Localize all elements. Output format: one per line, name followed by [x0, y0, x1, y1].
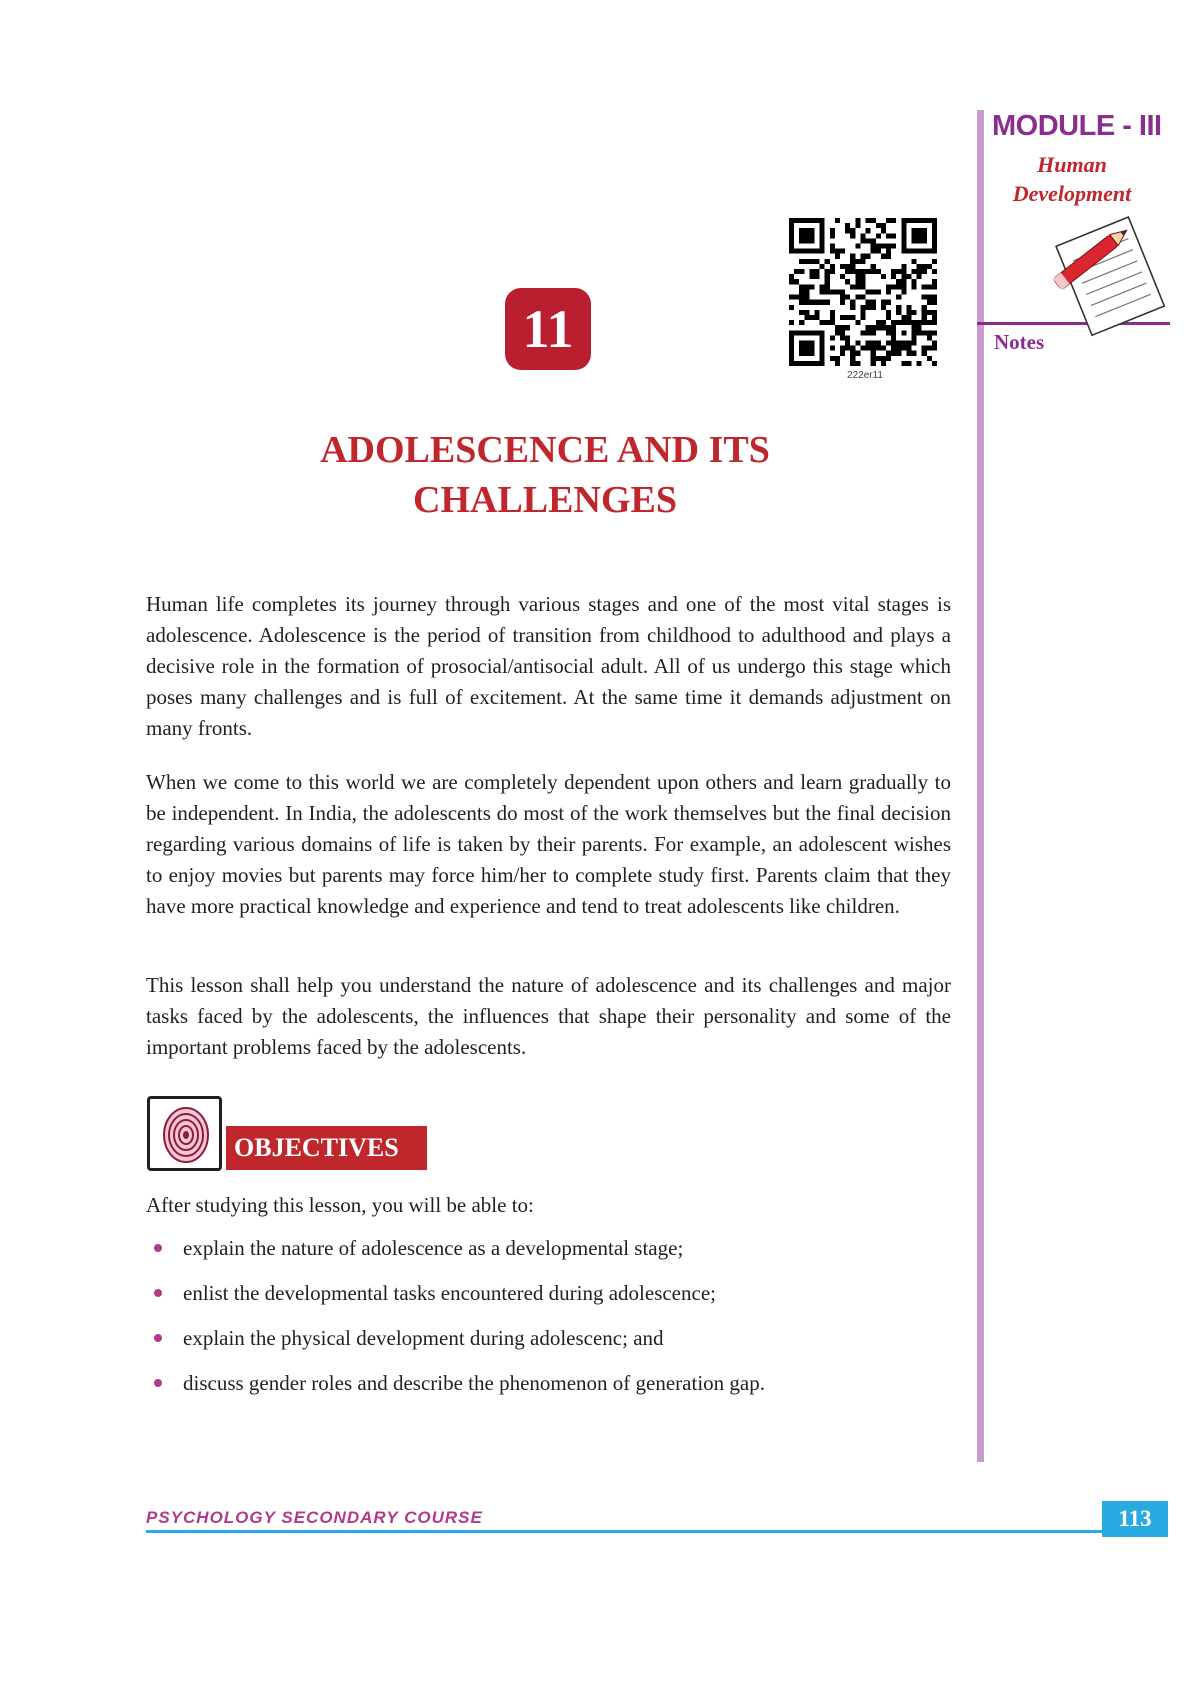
module-subtitle: [992, 150, 1152, 208]
bullet-icon: [154, 1289, 162, 1297]
qr-code[interactable]: [784, 218, 942, 366]
intro-paragraph-2: When we come to this world we are completely dependent upon others and learn gradually to be independent. In India, the adolescents do most of the work themselves but the final decision regarding various domains of life is taken by their parents. For example, an adolescent wishes to enjoy movies but parents may force him/her to complete study first. Parents claim that they have more practical knowledge and experience and tend to treat adolescents like children.: [146, 770, 951, 918]
target-icon: [162, 1106, 210, 1164]
module-subtitle-line1: Human: [1037, 152, 1107, 177]
module-title: MODULE - III: [992, 110, 1162, 142]
bullet-icon: [154, 1334, 162, 1342]
bullet-icon: [154, 1244, 162, 1252]
objective-item: [146, 1281, 946, 1326]
chapter-title: [140, 425, 950, 525]
objectives-heading: OBJECTIVES: [226, 1126, 427, 1170]
module-subtitle-line2: Development: [1012, 181, 1132, 206]
objective-item: [146, 1371, 946, 1416]
objectives-icon-box: [147, 1096, 222, 1171]
chapter-title-line1: ADOLESCENCE AND ITS: [320, 429, 770, 471]
footer-rule: [146, 1530, 1102, 1533]
qr-caption: 222er11: [847, 370, 883, 381]
intro-paragraph-3: This lesson shall help you understand the nature of adolescence and its challenges and major tasks faced by the adolescents, the influences that shape their personality and some of the important problems faced by the adolescents.: [146, 973, 951, 1059]
notes-pencil-icon: [1040, 208, 1170, 338]
page-number: 113: [1102, 1501, 1168, 1537]
intro-paragraph-1: Human life completes its journey through various stages and one of the most vital stages is adolescence. Adolescence is the period of transition from childhood to adulthood and plays a decisive role in the formation of prosocial/antisocial adult. All of us undergo this stage which poses many challenges and is full of excitement. At the same time it demands adjustment on many fronts.: [146, 592, 951, 740]
chapter-title-line2: CHALLENGES: [413, 479, 677, 521]
objective-text: enlist the developmental tasks encountered during adolescence;: [183, 1281, 716, 1305]
bullet-icon: [154, 1379, 162, 1387]
objective-text: discuss gender roles and describe the phenomenon of generation gap.: [183, 1371, 765, 1395]
objective-text: explain the nature of adolescence as a developmental stage;: [183, 1236, 684, 1260]
notes-label: Notes: [994, 330, 1045, 354]
margin-rule: [977, 110, 984, 1462]
footer-course-name: PSYCHOLOGY SECONDARY COURSE: [146, 1508, 483, 1527]
objective-text: explain the physical development during adolescenc; and: [183, 1326, 664, 1350]
objectives-list: [146, 1236, 946, 1416]
chapter-number-badge: 11: [505, 288, 591, 370]
objective-item: [146, 1326, 946, 1371]
objective-item: [146, 1236, 946, 1281]
objectives-intro: After studying this lesson, you will be able to:: [146, 1193, 534, 1217]
